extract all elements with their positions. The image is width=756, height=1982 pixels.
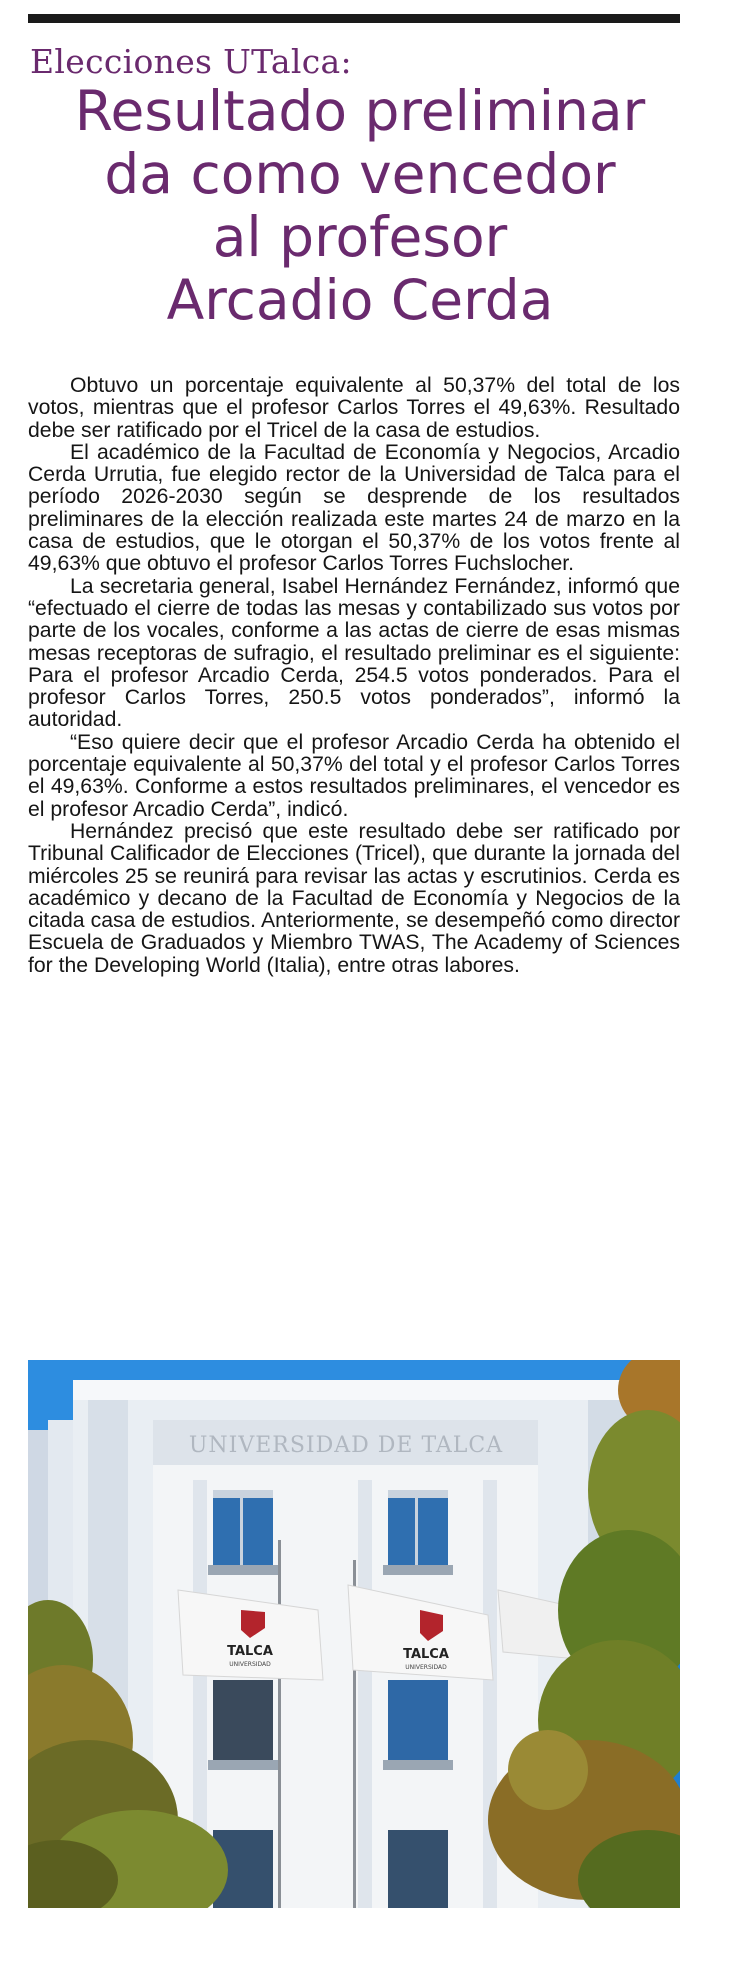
body-paragraph: La secretaria general, Isabel Hernández Fernández, informó que “efectuado el cierre de todas las mesas y contabilizado sus votos por parte de los vocales, conforme a las actas de cierre de esas mismas mesas receptoras de sufragio, el resultado preliminar es el siguiente: Para el profesor Arcadio Cerda, 254.5 votos ponderados. Para el profesor Carlos Torres, 250.5 votos ponderados”, informó la autoridad. bbox=[28, 574, 680, 732]
top-rule bbox=[28, 14, 680, 23]
headline-line: Resultado preliminar bbox=[74, 79, 646, 143]
body-paragraph: “Eso quiere decir que el profesor Arcadio Cerda ha obtenido el porcentaje equivalente al 50,37% del total y el profesor Carlos Torres el 49,63%. Conforme a estos resultados preliminares, el vencedor es el profesor Arcadio Cerda”, indicó. bbox=[28, 730, 680, 821]
headline bbox=[20, 80, 700, 332]
flag-text: TALCA bbox=[227, 1644, 273, 1659]
flag-subtext: UNIVERSIDAD bbox=[229, 1661, 271, 1668]
lead-paragraph: Obtuvo un porcentaje equivalente al 50,37% del total de los votos, mientras que el profesor Carlos Torres el 49,63%. Resultado debe ser ratificado por el Tricel de la casa de estudios. bbox=[28, 374, 680, 442]
window bbox=[213, 1680, 273, 1760]
section-kicker: Elecciones UTalca: bbox=[30, 42, 352, 81]
article-body bbox=[28, 375, 680, 977]
facade-sign: UNIVERSIDAD DE TALCA bbox=[188, 1433, 504, 1458]
headline-line: Arcadio Cerda bbox=[166, 268, 554, 332]
window bbox=[388, 1680, 448, 1760]
body-paragraph: El académico de la Facultad de Economía y Negocios, Arcadio Cerda Urrutia, fue elegido rector de la Universidad de Talca para el período 2026-2030 según se desprende de los resultados preliminares de la elección realizada este martes 24 de marzo en la casa de estudios, que le otorgan el 50,37% de los votos frente al 49,63% que obtuvo el profesor Carlos Torres Fuchslocher. bbox=[28, 440, 680, 576]
headline-line: al profesor bbox=[212, 205, 508, 269]
headline-line: da como vencedor bbox=[104, 142, 616, 206]
body-paragraph: Hernández precisó que este resultado debe ser ratificado por Tribunal Calificador de Elecciones (Tricel), que durante la jornada del miércoles 25 se reunirá para revisar las actas y escrutinios. Cerda es académico y decano de la Facultad de Economía y Negocios de la citada casa de estudios. Anteriormente, se desempeñó como director Escuela de Graduados y Miembro TWAS, The Academy of Sciences for the Developing World (Italia), entre otras labores. bbox=[28, 819, 680, 977]
window bbox=[388, 1830, 448, 1908]
flag-subtext: UNIVERSIDAD bbox=[405, 1664, 447, 1671]
university-building-photo bbox=[28, 1360, 680, 1908]
flag-text: TALCA bbox=[403, 1647, 449, 1662]
